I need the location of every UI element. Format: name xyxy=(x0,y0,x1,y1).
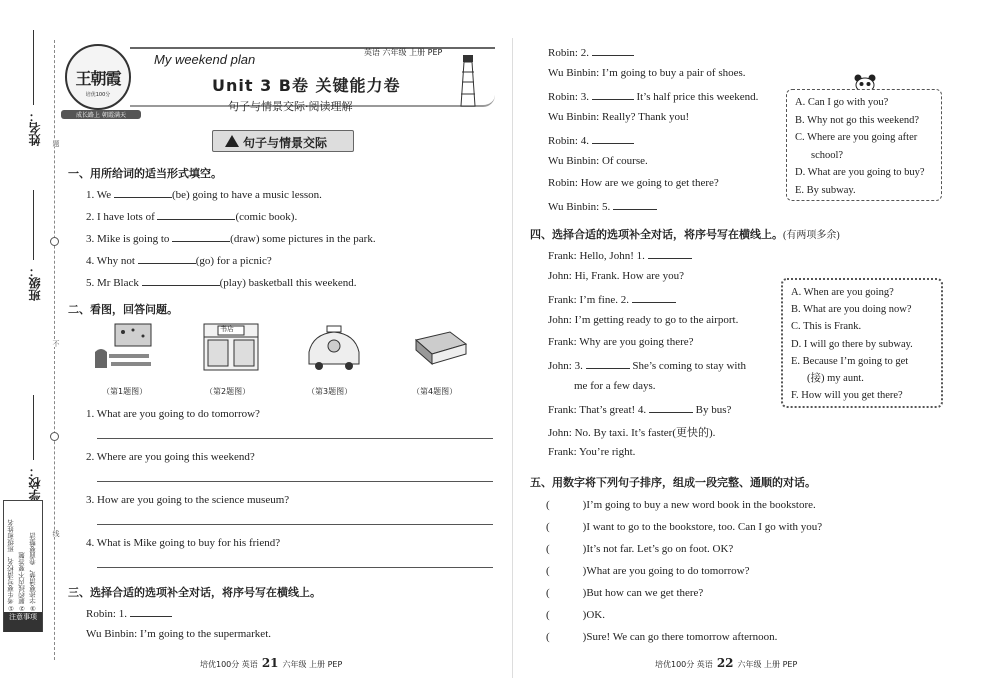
dialogue-line: John: Hi, Frank. How are you? xyxy=(548,270,684,282)
unit-title: Unit 3 B卷 关键能力卷 xyxy=(212,76,401,95)
answer-blank[interactable] xyxy=(172,231,230,242)
dialogue-line: Robin: How are we going to get there? xyxy=(548,177,719,189)
cut-dash-line xyxy=(54,40,55,660)
section-4-note: (有两项多余) xyxy=(783,230,840,241)
section-5-title: 五、用数字将下列句子排序，组成一段完整、通顺的对话。 xyxy=(530,476,816,489)
picture-question: 3. How are you going to the science museum? xyxy=(86,494,290,506)
order-item: ( )What are you going to do tomorrow? xyxy=(546,565,750,577)
dialogue-line: Robin: 2. xyxy=(548,45,634,59)
page-divider xyxy=(512,38,513,678)
sail-icon xyxy=(225,135,239,147)
dash-word: 线 xyxy=(52,530,60,537)
picture-caption: （第1题图） xyxy=(102,387,148,396)
dialogue-line: Wu Binbin: Of course. xyxy=(548,155,648,167)
option-item: A. Can I go with you? xyxy=(795,97,889,108)
binding-strip xyxy=(0,0,62,698)
order-bracket[interactable]: ( ) xyxy=(546,565,587,577)
order-bracket[interactable]: ( ) xyxy=(546,521,587,533)
notice-line: ③字迹要清楚、卷面要整洁 xyxy=(29,532,37,612)
order-bracket[interactable]: ( ) xyxy=(546,587,587,599)
notice-title: 注意事项 xyxy=(4,612,42,632)
classroom-picture xyxy=(93,322,155,372)
answer-blank[interactable] xyxy=(648,248,692,259)
order-item: ( )It’s not far. Let’s go on foot. OK? xyxy=(546,543,734,555)
dialogue-line: John: I’m getting ready to go to the airport. xyxy=(548,314,739,326)
answer-blank[interactable] xyxy=(592,133,634,144)
answer-blank[interactable] xyxy=(142,275,220,286)
dialogue-line: Frank: I’m fine. 2. xyxy=(548,292,676,306)
dialogue-line: Frank: That’s great! 4. By bus? xyxy=(548,404,732,416)
order-item: ( )Sure! We can go there tomorrow afternoon. xyxy=(546,631,778,643)
answer-blank[interactable] xyxy=(613,199,657,210)
option-item: B. Why not go this weekend? xyxy=(795,114,920,126)
section-1-title: 一、用所给词的适当形式填空。 xyxy=(68,167,222,180)
picture-question: 4. What is Mike going to buy for his friend? xyxy=(86,537,281,549)
name-label: 姓名： xyxy=(28,110,42,146)
section-3-title: 三、选择合适的选项补全对话，将序号写在横线上。 xyxy=(68,586,321,599)
order-bracket[interactable]: ( ) xyxy=(546,543,587,555)
class-label: 班级： xyxy=(28,265,42,301)
picture-question: 2. Where are you going this weekend? xyxy=(86,451,255,463)
option-item: C. This is Frank. xyxy=(791,321,862,333)
answer-line[interactable] xyxy=(97,481,493,482)
option-item: C. Where are you going after xyxy=(795,132,918,144)
option-item: school? xyxy=(811,149,844,161)
dialogue-line: Wu Binbin: Really? Thank you! xyxy=(548,111,690,123)
dialogue-line: Frank: Why are you going there? xyxy=(548,336,694,348)
subject-info: 英语 六年级 上册 PEP xyxy=(364,48,443,57)
class-field-line[interactable] xyxy=(33,190,34,260)
options-box-3 xyxy=(786,89,942,201)
fill-item-3: 3. Mike is going to (draw) some pictures in the park. xyxy=(86,233,376,245)
order-bracket[interactable]: ( ) xyxy=(546,609,587,621)
answer-blank[interactable] xyxy=(649,402,693,413)
picture-question: 1. What are you going to do tomorrow? xyxy=(86,408,260,420)
picture-caption: （第2题图） xyxy=(205,387,251,396)
section-4-title: 四、选择合适的选项补全对话，将序号写在横线上。 xyxy=(530,228,783,241)
order-bracket[interactable]: ( ) xyxy=(546,499,587,511)
fill-item-5: 5. Mr Black (play) basketball this weekend. xyxy=(86,277,357,289)
logo-name: 王朝霞 xyxy=(75,69,121,88)
option-item: D. I will go there by subway. xyxy=(791,338,913,350)
dialogue-line: John: No. By taxi. It’s faster(更快的). xyxy=(548,427,716,439)
dialogue-line: Robin: 3. It’s half price this weekend. xyxy=(548,91,759,103)
page-subtitle: 句子与情景交际·阅读理解 xyxy=(228,100,353,113)
answer-blank[interactable] xyxy=(157,209,235,220)
school-label: 学校： xyxy=(28,465,42,501)
banner-label: 句子与情景交际 xyxy=(243,136,328,150)
order-bracket[interactable]: ( ) xyxy=(546,631,587,643)
plan-title: My weekend plan xyxy=(154,52,256,67)
page-footer-left: 培优100分 英语 21 六年级 上册 PEP xyxy=(200,656,343,670)
fill-item-2: 2. I have lots of (comic book). xyxy=(86,211,298,223)
fill-item-4: 4. Why not (go) for a picnic? xyxy=(86,255,272,267)
bookstore-sign: 书店 xyxy=(220,325,234,333)
dialogue-line: Frank: Hello, John! 1. xyxy=(548,248,692,262)
school-field-line[interactable] xyxy=(33,395,34,460)
dash-word: 不 xyxy=(52,340,60,347)
dialogue-line: Wu Binbin: I’m going to the supermarket. xyxy=(86,628,271,640)
answer-line[interactable] xyxy=(97,524,493,525)
notice-line: ①考生要写清校名、班级和姓名 xyxy=(7,519,15,612)
dialogue-line: John: 3. She’s coming to stay with xyxy=(548,360,747,372)
taxi-picture xyxy=(303,322,365,372)
picture-caption: （第3题图） xyxy=(307,387,353,396)
name-field-line[interactable] xyxy=(33,30,34,105)
section-4-heading xyxy=(530,226,840,242)
notice-line: ②题约线内不要答题 xyxy=(18,552,26,612)
option-item: D. What are you going to buy? xyxy=(795,167,925,179)
answer-line[interactable] xyxy=(97,438,493,439)
answer-blank[interactable] xyxy=(138,253,196,264)
answer-blank[interactable] xyxy=(114,187,172,198)
section-banner xyxy=(212,130,354,152)
order-item: ( )But how can we get there? xyxy=(546,587,704,599)
option-item: E. Because I’m going to get xyxy=(791,355,909,367)
dialogue-line: Wu Binbin: I’m going to buy a pair of shoes. xyxy=(548,67,746,79)
dialogue-line: Frank: You’re right. xyxy=(548,446,636,458)
option-item: F. How will you get there? xyxy=(791,390,903,402)
answer-blank[interactable] xyxy=(592,89,634,100)
notice-text xyxy=(6,504,39,612)
answer-line[interactable] xyxy=(97,567,493,568)
page-number: 22 xyxy=(716,656,734,670)
option-item: E. By subway. xyxy=(795,184,856,196)
order-item: ( )OK. xyxy=(546,609,605,621)
section-2-title: 二、看图，回答问题。 xyxy=(68,303,178,316)
options-box-4 xyxy=(781,278,943,408)
fill-item-1: 1. We (be) going to have a music lesson. xyxy=(86,189,322,201)
dialogue-line: me for a few days. xyxy=(574,380,656,392)
dialogue-line: Wu Binbin: 5. xyxy=(548,199,657,213)
binding-hole-icon xyxy=(50,237,59,246)
page-number: 21 xyxy=(261,656,279,670)
dialogue-line: Robin: 1. xyxy=(86,606,172,620)
picture-caption: （第4题图） xyxy=(412,387,458,396)
option-item: (接) my aunt. xyxy=(807,373,864,385)
book-picture xyxy=(410,322,472,372)
answer-blank[interactable] xyxy=(592,45,634,56)
answer-blank[interactable] xyxy=(632,292,676,303)
answer-blank[interactable] xyxy=(586,358,630,369)
lighthouse-icon xyxy=(456,52,480,108)
dialogue-line: Robin: 4. xyxy=(548,133,634,147)
page-footer-right: 培优100分 英语 22 六年级 上册 PEP xyxy=(655,656,798,670)
logo-tag: 培优100分 xyxy=(85,92,111,98)
logo-slogan: 成长路上 朝霞满天 xyxy=(61,110,141,119)
order-item: ( )I want to go to the bookstore, too. Can I go with you? xyxy=(546,521,823,533)
order-item: ( )I’m going to buy a new word book in the bookstore. xyxy=(546,499,816,511)
binding-hole-icon xyxy=(50,432,59,441)
option-item: A. When are you going? xyxy=(791,287,894,298)
brand-logo xyxy=(65,44,131,119)
answer-blank[interactable] xyxy=(130,606,172,617)
dash-word: 题 xyxy=(52,140,60,147)
option-item: B. What are you doing now? xyxy=(791,304,912,316)
